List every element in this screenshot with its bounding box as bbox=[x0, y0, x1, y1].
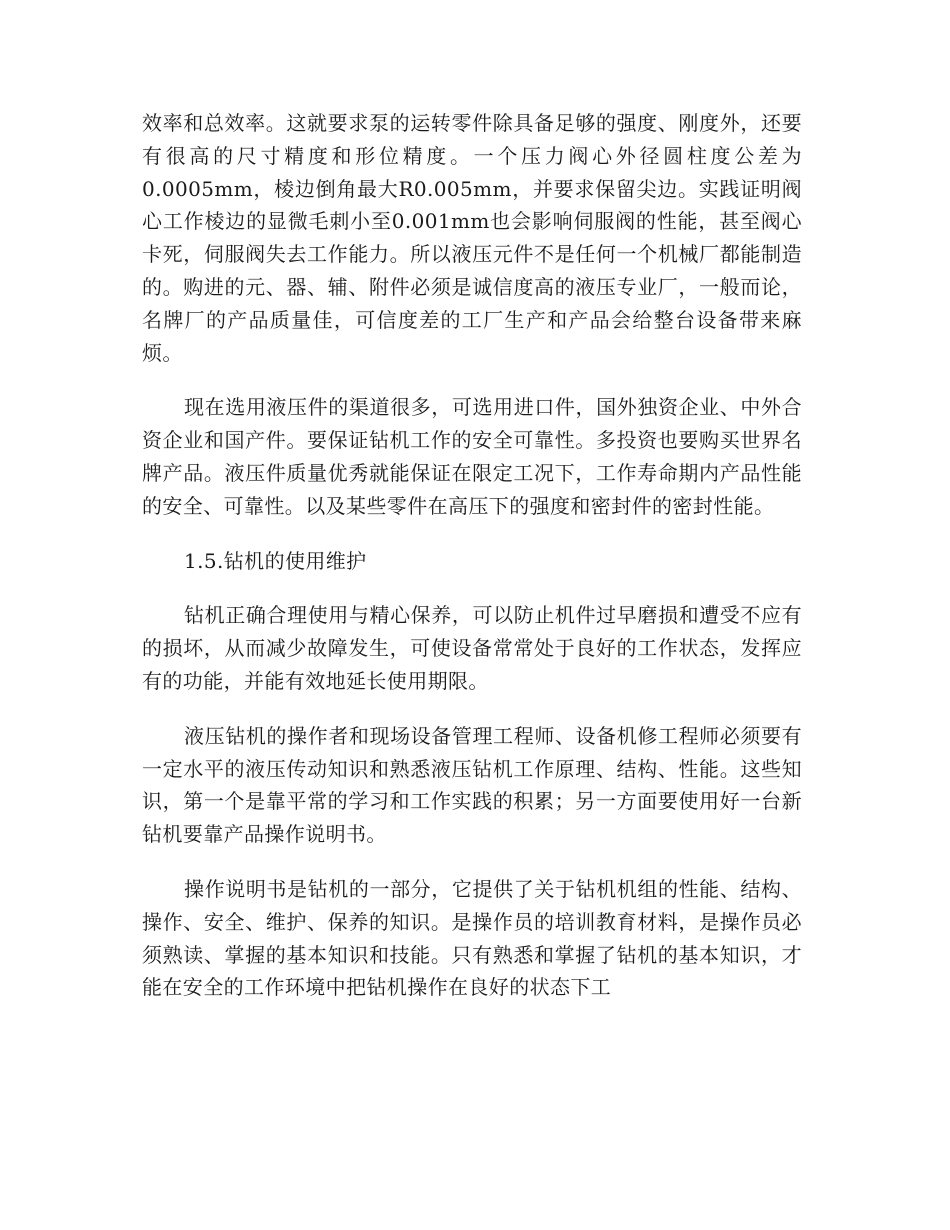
section-heading: 1.5.钻机的使用维护 bbox=[184, 548, 367, 573]
paragraph-hydraulic-sourcing: 现在选用液压件的渠道很多，可选用进口件，国外独资企业、中外合资企业和国产件。要保证钻机工作的安全可靠性。多投资也要购买世界名牌产品。液压件质量优秀就能保证在限定工况下，工作寿命期内产品性能的安全、可靠性。以及某些零件在高压下的强度和密封件的密封性能。 bbox=[142, 395, 802, 518]
paragraph-operator-knowledge: 液压钻机的操作者和现场设备管理工程师、设备机修工程师必须要有一定水平的液压传动知识和熟悉液压钻机工作原理、结构、性能。这些知识，第一个是靠平常的学习和工作实践的积累；另一方面要使用好一台新钻机要靠产品操作说明书。 bbox=[142, 723, 802, 847]
paragraph-maintenance-benefits: 钻机正确合理使用与精心保养，可以防止机件过早磨损和遭受不应有的损坏，从而减少故障发生，可使设备常常处于良好的工作状态，发挥应有的功能，并能有效地延长使用期限。 bbox=[142, 603, 802, 693]
paragraph-pump-precision: 效率和总效率。这就要求泵的运转零件除具备足够的强度、刚度外，还要有很高的尺寸精度和形位精度。一个压力阀心外径圆柱度公差为0.0005mm，棱边倒角最大R0.005mm，并要求保留尖边。实践证明阀心工作棱边的显微毛刺小至0.001mm也会影响伺服阀的性能，甚至阀心卡死，伺服阀失去工作能力。所以液压元件不是任何一个机械厂都能制造的。购进的元、器、辅、附件必须是诚信度高的液压专业厂，一般而论，名牌厂的产品质量佳，可信度差的工厂生产和产品会给整台设备带来麻烦。 bbox=[142, 111, 802, 365]
document-body bbox=[142, 107, 802, 1004]
paragraph-operation-manual: 操作说明书是钻机的一部分，它提供了关于钻机机组的性能、结构、操作、安全、维护、保养的知识。是操作员的培训教育材料，是操作员必须熟读、掌握的基本知识和技能。只有熟悉和掌握了钻机的基本知识，才能在安全的工作环境中把钻机操作在良好的状态下工 bbox=[142, 876, 802, 1000]
